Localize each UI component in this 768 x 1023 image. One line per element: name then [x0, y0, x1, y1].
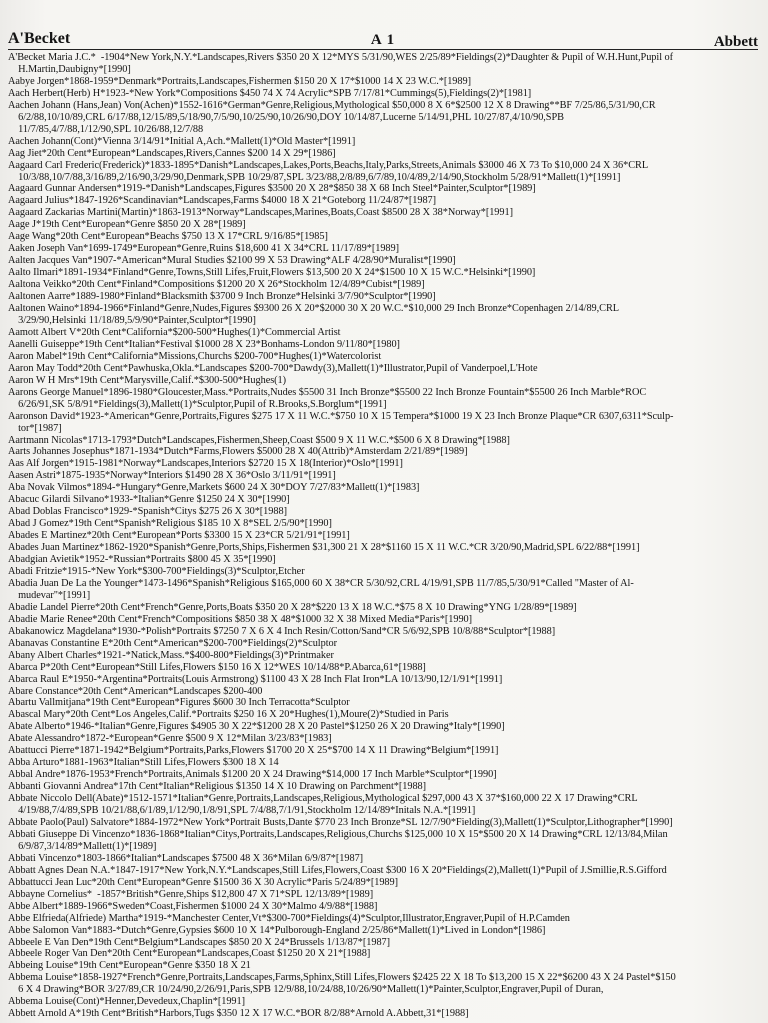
catalog-entry-line: Aachen Johann (Hans,Jean) Von(Achen)*1552-1616*German*Genre,Religious,Mythological $50,000 8 X 6*$2500 12 X 8 Drawing**BF 7/25/86,5/31/90,CR	[8, 99, 656, 111]
catalog-entry-line: Abartu Vallmitjana*19th Cent*European*Figures $600 30 Inch Terracotta*Sculptor	[8, 697, 350, 709]
catalog-entry-line: Abarca Raul E*1950-*Argentina*Portraits(Louis Armstrong) $1100 43 X 28 Inch Flat Iron*LA 10/13/90,12/1/91*[1991]	[8, 673, 503, 685]
catalog-entry-line: Aasen Astri*1875-1935*Norway*Interiors $1490 28 X 36*Oslo 3/11/91*[1991]	[8, 470, 336, 482]
catalog-entry-line: Aamott Albert V*20th Cent*California*$200-500*Hughes(1)*Commercial Artist	[8, 326, 341, 338]
catalog-entry-line: 6/2/88,10/10/89,CRL 6/17/88,12/15/89,5/18/90,7/5/90,10/25/90,10/26/90,DOY 10/14/87,Lucerne 5/14/91,PHL 10/27/87,4/10/90,SPB	[8, 111, 564, 123]
catalog-entry-line: Aaltona Veikko*20th Cent*Finland*Compositions $1200 20 X 26*Stockholm 12/4/89*Cubist*[1989]	[8, 279, 425, 291]
catalog-entry-line: Abacuc Gilardi Silvano*1933-*Italian*Genre $1250 24 X 30*[1990]	[8, 494, 290, 506]
catalog-entry-line: Aachen Johann(Cont)*Vienna 3/14/91*Initial A,Ach.*Mallett(1)*Old Master*[1991]	[8, 135, 356, 147]
catalog-entry-line: Abbal Andre*1876-1953*French*Portraits,Animals $1200 20 X 24 Drawing*$14,000 17 Inch Marble*Sculptor*[1990]	[8, 769, 497, 781]
catalog-entry-line: Abascal Mary*20th Cent*Los Angeles,Calif.*Portraits $250 16 X 20*Hughes(1),Moure(2)*Studied in Paris	[8, 709, 449, 721]
catalog-entry-line: Abate Alberto*1946-*Italian*Genre,Figures $4905 30 X 22*$1200 28 X 20 Pastel*$1250 26 X 20 Drawing*Italy*[1990]	[8, 721, 505, 733]
catalog-entry-line: Abbati Giuseppe Di Vincenzo*1836-1868*Italian*Citys,Portraits,Landscapes,Religious,Churchs $125,000 10 X 15*$500 20 X 14 Drawing*CRL 12/13/84,Milan	[8, 828, 668, 840]
catalog-entry-line: Aaltonen Aarre*1889-1980*Finland*Blacksmith $3700 9 Inch Bronze*Helsinki 3/7/90*Sculptor*[1990]	[8, 291, 436, 303]
catalog-entry-line: 11/7/85,4/7/88,1/12/90,SPL 10/26/88,12/7/88	[8, 123, 204, 135]
catalog-entry-line: Abbattucci Jean Luc*20th Cent*European*Genre $1500 36 X 30 Acrylic*Paris 5/24/89*[1989]	[8, 876, 398, 888]
catalog-entry-line: Aalten Jacques Van*1907-*American*Mural Studies $2100 99 X 53 Drawing*ALF 4/28/90*Muralist*[1990]	[8, 255, 456, 267]
catalog-entry-line: Abadia Juan De La the Younger*1473-1496*Spanish*Religious $165,000 60 X 38*CR 5/30/92,CRL 4/19/91,SPB 11/7/85,5/30/91*Called "Master of Al-	[8, 577, 634, 589]
catalog-entry-line: 6/9/87,3/14/89*Mallett(1)*[1989]	[8, 840, 157, 852]
catalog-entry-line: Abad J Gomez*19th Cent*Spanish*Religious $185 10 X 8*SEL 2/5/90*[1990]	[8, 518, 332, 530]
catalog-entry-line: 6 X 4 Drawing*BOR 3/27/89,CR 10/24/90,2/26/91,Paris,SPB 12/9/88,10/24/88,10/26/90*Mallett(1)*Painter,Sculptor,Engraver,Pupil of Duran,	[8, 984, 604, 996]
catalog-entry-line: Aage Wang*20th Cent*European*Beachs $750 13 X 17*CRL 9/16/85*[1985]	[8, 231, 328, 243]
catalog-entry-line: Abadgian Avietik*1952-*Russian*Portraits $800 45 X 35*[1990]	[8, 554, 276, 566]
catalog-entry-line: Abbatt Agnes Dean N.A.*1847-1917*New York,N.Y.*Landscapes,Still Lifes,Flowers,Coast $300 16 X 20*Fieldings(2),Mallett(1)*Pupil of J.Smillie,R.S.Gifford	[8, 864, 667, 876]
catalog-entry-line: Abate Alessandro*1872-*European*Genre $500 9 X 12*Milan 3/23/83*[1983]	[8, 733, 332, 745]
catalog-entry-line: Aagaard Carl Frederic(Frederick)*1833-1895*Danish*Landscapes,Lakes,Ports,Beachs,Italy,Parks,Streets,Animals $3000 46 X 73 To $10,000 24 X 36*CRL	[8, 159, 649, 171]
catalog-entry-line: Aaron W H Mrs*19th Cent*Marysville,Calif.*$300-500*Hughes(1)	[8, 374, 287, 386]
catalog-entry-line: Aaron Mabel*19th Cent*California*Missions,Churchs $200-700*Hughes(1)*Watercolorist	[8, 350, 382, 362]
catalog-entry-line: Aagaard Julius*1847-1926*Scandinavian*Landscapes,Farms $4000 18 X 21*Goteborg 11/24/87*[1987]	[8, 195, 437, 207]
catalog-entry-line: Abades Juan Martinez*1862-1920*Spanish*Genre,Ports,Ships,Fishermen $31,300 21 X 28*$1160 15 X 11 W.C.*CR 3/20/90,Madrid,SPL 6/22/88*[1991]	[8, 542, 640, 554]
catalog-entry-line: Aalto Ilmari*1891-1934*Finland*Genre,Towns,Still Lifes,Fruit,Flowers $13,500 20 X 24*$1500 10 X 15 W.C.*Helsinki*[1990]	[8, 267, 536, 279]
catalog-entry-line: Abbate Niccolo Dell(Abate)*1512-1571*Italian*Genre,Portraits,Landscapes,Religious,Mythological $297,000 43 X 37*$160,000 22 X 17 Drawing*CRL	[8, 793, 638, 805]
catalog-entry-line: Aagaard Gunnar Andersen*1919-*Danish*Landscapes,Figures $3500 20 X 28*$850 38 X 68 Inch Steel*Painter,Sculptor*[1989]	[8, 183, 536, 195]
catalog-entry-line: Abades E Martinez*20th Cent*European*Ports $3300 15 X 23*CR 5/21/91*[1991]	[8, 530, 350, 542]
page-number: A 1	[370, 32, 396, 48]
catalog-entry-line: Aaltonen Waino*1894-1966*Finland*Genre,Nudes,Figures $9300 26 X 20*$2000 30 X 20 W.C.*$10,000 29 Inch Bronze*Copenhagen 2/14/89,CRL	[8, 303, 620, 315]
catalog-entry-line: Aaron May Todd*20th Cent*Pawhuska,Okla.*Landscapes $200-700*Dawdy(3),Mallett(1)*Illustrator,Pupil of Vanderpoel,L'Hote	[8, 362, 538, 374]
entry-list	[8, 52, 760, 1020]
catalog-entry-line: 3/29/90,Helsinki 11/18/89,5/9/90*Painter,Sculptor*[1990]	[8, 314, 256, 326]
catalog-entry-line: Abbeele Roger Van Den*20th Cent*European*Landscapes,Coast $1250 20 X 21*[1988]	[8, 948, 371, 960]
catalog-entry-line: Abany Albert Charles*1921-*Natick,Mass.*$400-800*Fieldings(3)*Printmaker	[8, 649, 334, 661]
catalog-entry-line: Aaronson David*1923-*American*Genre,Portraits,Figures $275 17 X 11 W.C.*$750 10 X 15 Tempera*$1000 19 X 23 Inch Bronze Plaque*CR 6307,6311*Sculp-	[8, 410, 674, 422]
catalog-entry-line: Aas Alf Jorgen*1915-1981*Norway*Landscapes,Interiors $2720 15 X 18(Interior)*Oslo*[1991]	[8, 458, 403, 470]
catalog-entry-line: Abbate Paolo(Paul) Salvatore*1884-1972*New York*Portrait Busts,Dante $770 23 Inch Bronze*SL 12/7/90*Fielding(3),Mallett(1)*Sculptor,Lithographer*[1990]	[8, 817, 673, 828]
catalog-entry-line: Aartmann Nicolas*1713-1793*Dutch*Landscapes,Fishermen,Sheep,Coast $500 9 X 11 W.C.*$500 6 X 8 Drawing*[1988]	[8, 434, 510, 446]
catalog-entry-line: H.Martin,Daubigny*[1990]	[8, 63, 131, 75]
catalog-entry-line: Abadi Fritzie*1915-*New York*$300-700*Fieldings(3)*Sculptor,Etcher	[8, 565, 305, 577]
catalog-entry-line: Abattucci Pierre*1871-1942*Belgium*Portraits,Parks,Flowers $1700 20 X 25*$700 14 X 11 Drawing*Belgium*[1991]	[8, 745, 499, 757]
catalog-entry-line: Abbe Salomon Van*1883-*Dutch*Genre,Gypsies $600 10 X 14*Pulborough-England 2/25/86*Mallett(1)*Lived in London*[1986]	[8, 924, 546, 936]
right-guide-word: Abbett	[713, 34, 758, 50]
catalog-entry-line: Abbeing Louise*19th Cent*European*Genre $350 18 X 21	[8, 960, 251, 972]
catalog-entry-line: Abba Arturo*1881-1963*Italian*Still Lifes,Flowers $300 18 X 14	[8, 757, 279, 769]
catalog-entry-line: Abbanti Giovanni Andrea*17th Cent*Italian*Religious $1350 14 X 10 Drawing on Parchment*[1988]	[8, 781, 427, 793]
catalog-entry-line: Abbe Albert*1889-1966*Sweden*Coast,Fishermen $1000 24 X 30*Malmo 4/9/88*[1988]	[8, 900, 378, 912]
catalog-entry-line: Aage J*19th Cent*European*Genre $850 20 X 28*[1989]	[8, 219, 246, 231]
catalog-entry-line: Abadie Marie Renee*20th Cent*French*Compositions $850 38 X 48*$1000 32 X 38 Mixed Media*Paris*[1990]	[8, 613, 473, 625]
catalog-entry-line: Abbe Elfrieda(Alfriede) Martha*1919-*Manchester Center,Vt*$300-700*Fieldings(4)*Sculptor,Illustrator,Engraver,Pupil of H.P.Camden	[8, 912, 570, 924]
catalog-entry-line: Aarts Johannes Josephus*1871-1934*Dutch*Farms,Flowers $5000 28 X 40(Attrib)*Amsterdam 2/21/89*[1989]	[8, 446, 468, 458]
catalog-entry-line: Abakanowicz Magdelana*1930-*Polish*Portraits $7250 7 X 6 X 4 Inch Resin/Cotton/Sand*CR 5/6/92,SPB 10/8/88*Sculptor*[1988]	[8, 625, 556, 637]
catalog-entry-line: Abbett Arnold A*19th Cent*British*Harbors,Tugs $350 12 X 17 W.C.*BOR 8/2/88*Arnold A.Abbett,31*[1988]	[8, 1008, 469, 1020]
catalog-entry-line: Aabye Jorgen*1868-1959*Denmark*Portraits,Landscapes,Fishermen $150 20 X 17*$1000 14 X 23 W.C.*[1989]	[8, 75, 471, 87]
catalog-entry-line: A'Becket Maria J.C.* -1904*New York,N.Y.*Landscapes,Rivers $350 20 X 12*MYS 5/31/90,WES 2/25/89*Fieldings(2)*Daughter & Pupil of W.H.Hunt,Pupil of	[8, 52, 674, 63]
catalog-entry-line: Abbeele E Van Den*19th Cent*Belgium*Landscapes $850 20 X 24*Brussels 1/13/87*[1987]	[8, 936, 391, 948]
catalog-entry-line: Aba Novak Vilmos*1894-*Hungary*Genre,Markets $600 24 X 30*DOY 7/27/83*Mallett(1)*[1983]	[8, 482, 420, 494]
catalog-entry-line: Abad Doblas Francisco*1929-*Spanish*Citys $275 26 X 30*[1988]	[8, 506, 287, 518]
catalog-entry-line: Abarca P*20th Cent*European*Still Lifes,Flowers $150 16 X 12*WES 10/14/88*P.Abarca,61*[1988]	[8, 661, 426, 673]
catalog-entry-line: Abbati Vincenzo*1803-1866*Italian*Landscapes $7500 48 X 36*Milan 6/9/87*[1987]	[8, 852, 364, 864]
catalog-entry-line: tor*[1987]	[8, 422, 62, 434]
catalog-entry-line: 6/26/91,SK 5/8/91*Fieldings(3),Mallett(1)*Sculptor,Pupil of R.Brooks,S.Borglum*[1991]	[8, 398, 387, 410]
catalog-entry-line: Abbayne Cornelius* -1857*British*Genre,Ships $12,800 47 X 71*SPL 12/13/89*[1989]	[8, 888, 374, 900]
catalog-entry-line: Abadie Landel Pierre*20th Cent*French*Genre,Ports,Boats $350 20 X 28*$220 13 X 18 W.C.*$75 8 X 10 Drawing*YNG 1/28/89*[1989]	[8, 601, 577, 613]
left-guide-word: A'Becket	[8, 30, 71, 47]
catalog-entry-line: Aaken Joseph Van*1699-1749*European*Genre,Ruins $18,600 41 X 34*CRL 11/17/89*[1989]	[8, 243, 399, 255]
catalog-entry-line: mudevar"*[1991]	[8, 589, 91, 601]
catalog-entry-line: Abbema Louise*1858-1927*French*Genre,Portraits,Landscapes,Farms,Sphinx,Still Lifes,Flowers $2425 22 X 18 To $13,200 15 X 22*$6200 43 X 24 Pastel*$150	[8, 972, 676, 984]
catalog-entry-line: 4/19/88,7/4/89,SPB 10/21/88,6/1/89,1/12/90,1/8/91,SPL 7/4/88,7/1/91,Stockholm 12/14/89*Initals N.A.*[1991]	[8, 805, 476, 817]
catalog-entry-line: Aanelli Guiseppe*19th Cent*Italian*Festival $1000 28 X 23*Bonhams-London 9/11/80*[1980]	[8, 338, 400, 350]
catalog-entry-line: Aagaard Zackarias Martini(Martin)*1863-1913*Norway*Landscapes,Marines,Boats,Coast $8500 28 X 38*Norway*[1991]	[8, 207, 513, 219]
header-rule	[8, 49, 758, 50]
catalog-entry-line: Aach Herbert(Herb) H*1923-*New York*Compositions $450 74 X 74 Acrylic*SPB 7/17/81*Cummings(5),Fieldings(2)*[1981]	[8, 87, 532, 99]
catalog-entry-line: Aarons George Manuel*1896-1980*Gloucester,Mass.*Portraits,Nudes $5500 31 Inch Bronze*$5500 22 Inch Bronze Fountain*$5500 26 Inch Marble*ROC	[8, 386, 647, 398]
catalog-entry-line: 10/3/88,10/7/88,3/16/89,2/16/90,3/29/90,Denmark,SPB 10/29/87,SPL 3/23/88,2/8/89,6/7/89,10/4/89,2/14/90,Stockholm 5/28/91*Mallett(1)*[1991]	[8, 171, 621, 183]
catalog-entry-line: Abare Constance*20th Cent*American*Landscapes $200-400	[8, 685, 263, 697]
catalog-entry-line: Abbema Louise(Cont)*Henner,Devedeux,Chaplin*[1991]	[8, 996, 245, 1008]
catalog-entry-line: Aag Jiet*20th Cent*European*Landscapes,Rivers,Cannes $200 14 X 29*[1986]	[8, 147, 336, 159]
catalog-entry-line: Abanavas Constantine E*20th Cent*American*$200-700*Fieldings(2)*Sculptor	[8, 637, 337, 649]
